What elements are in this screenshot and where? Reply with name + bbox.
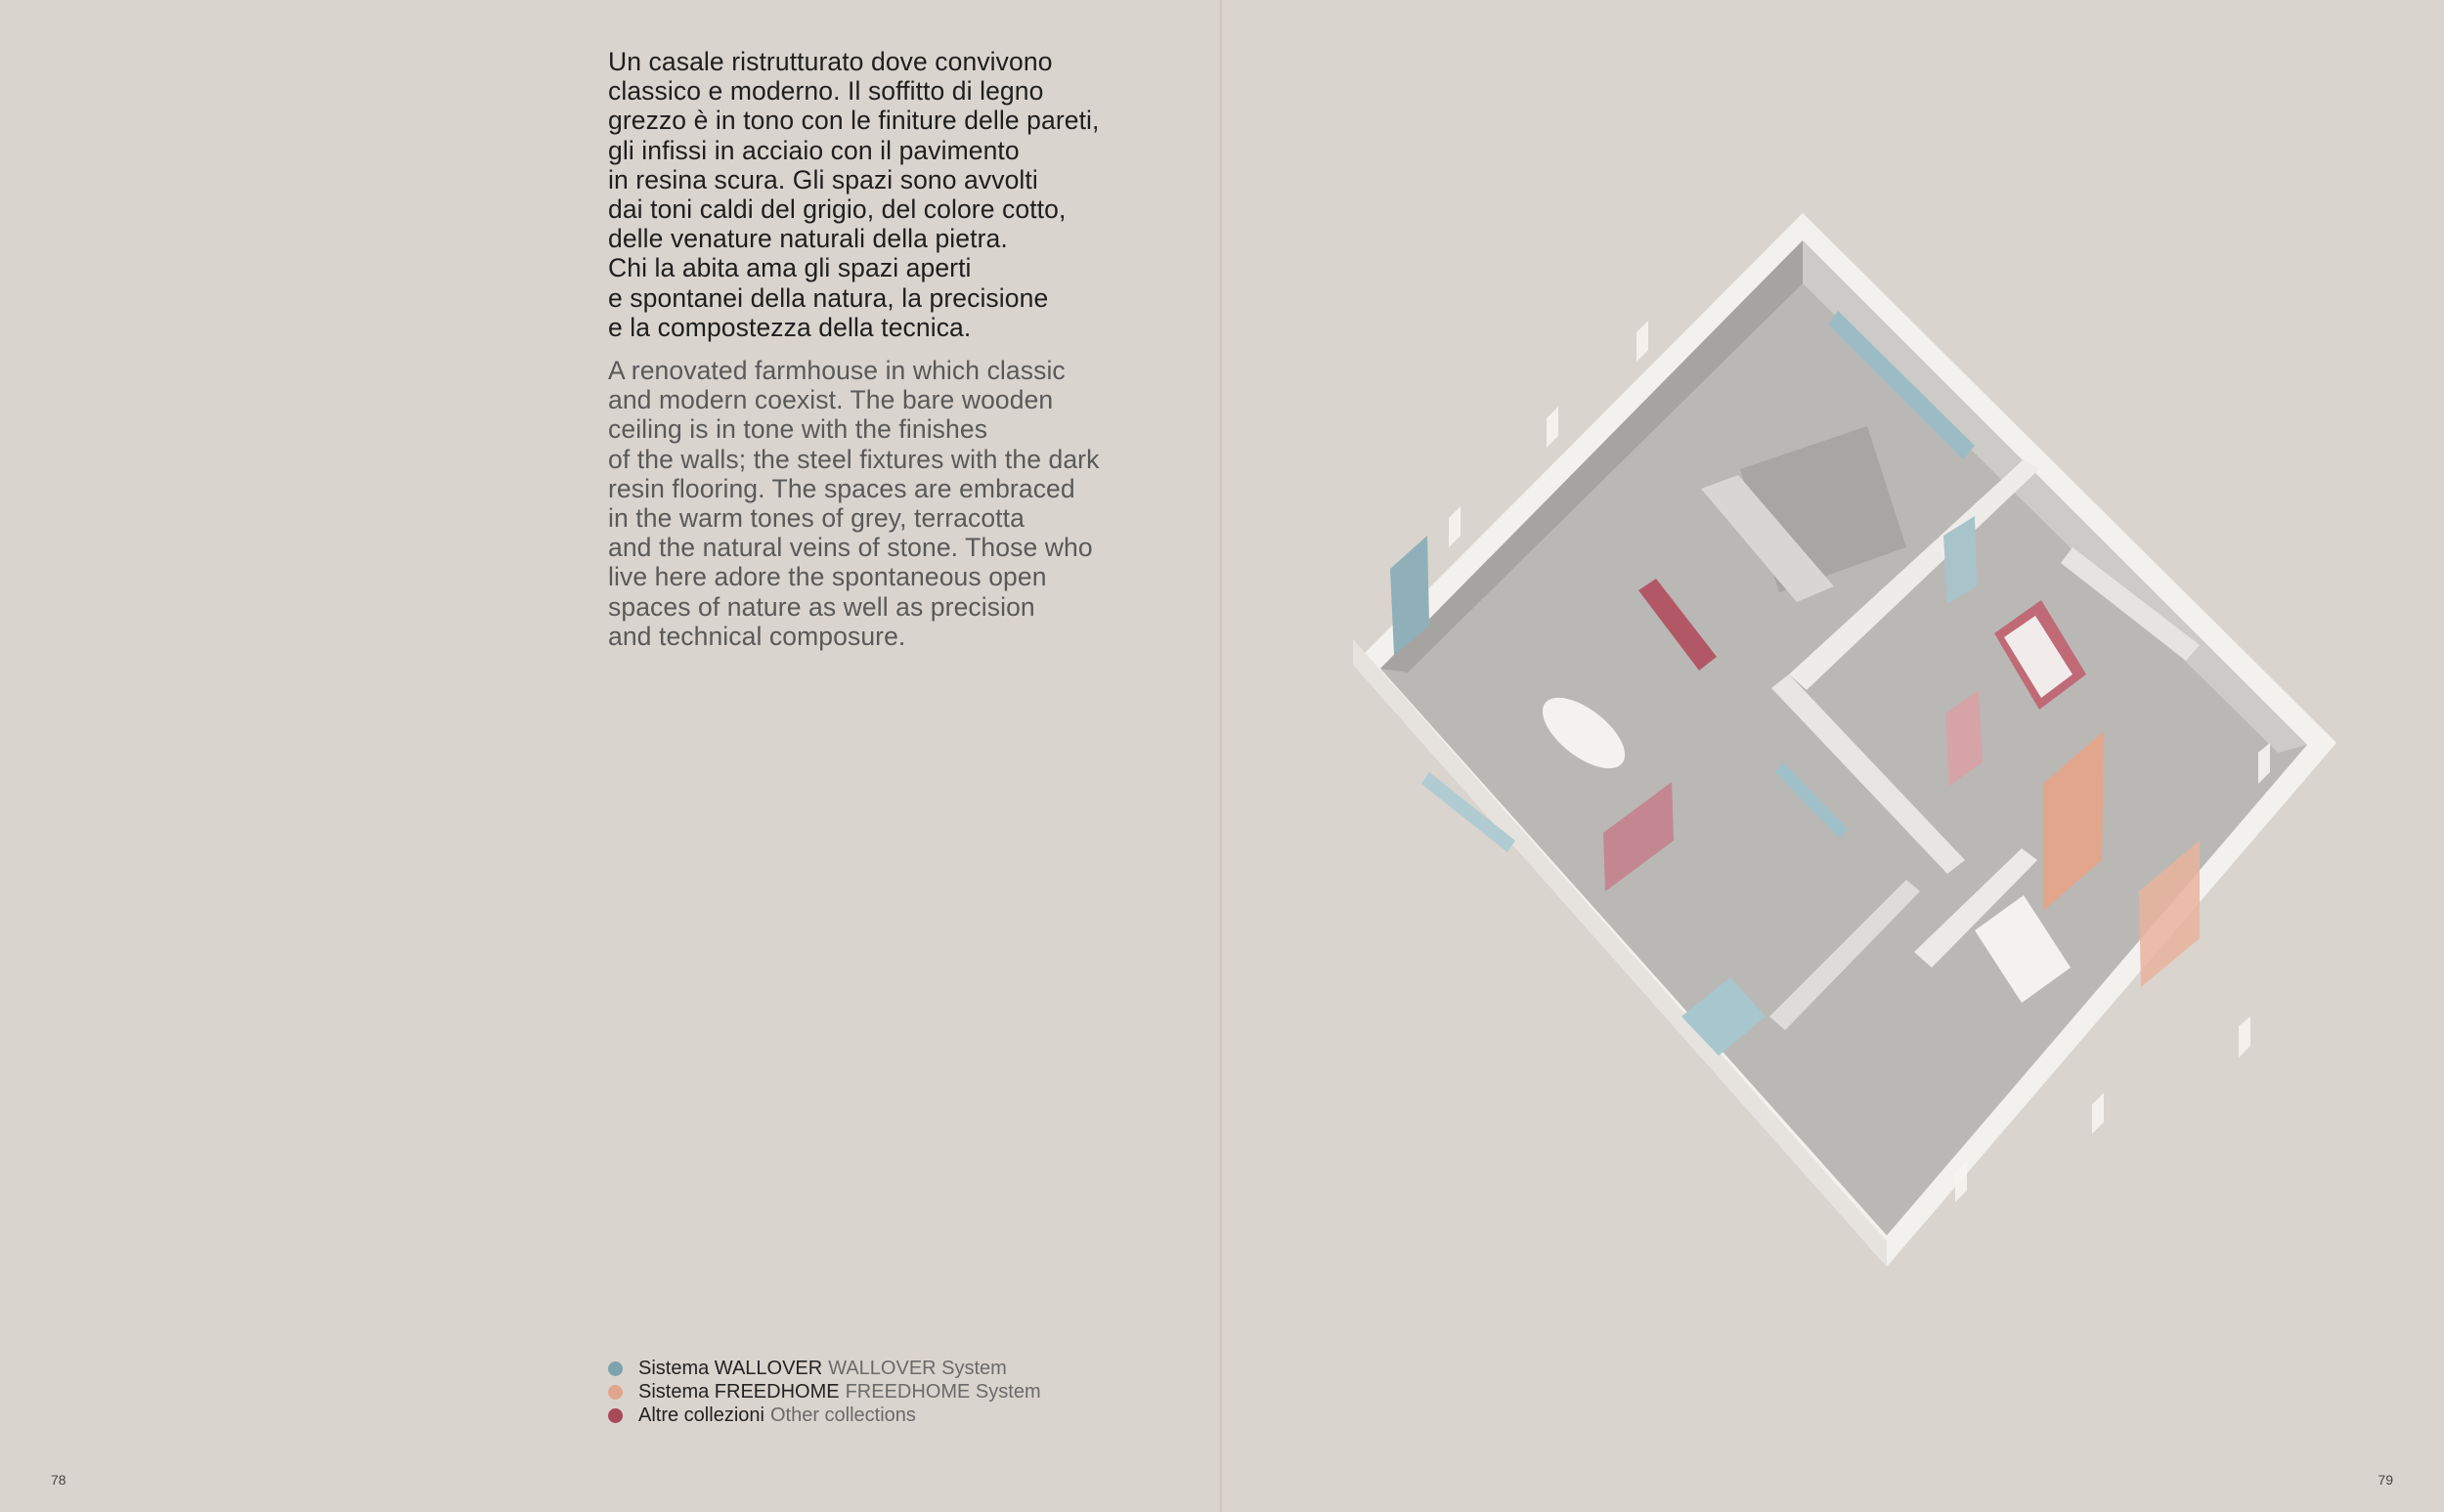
isometric-floor-plan-illustration [1222,0,2444,1512]
color-legend [608,1357,1041,1427]
italian-line: e la compostezza della tecnica. [608,312,972,342]
italian-line: Un casale ristrutturato dove convivono [608,47,1053,76]
page-number-right: 79 [2378,1472,2393,1488]
english-line: ceiling is in tone with the finishes [608,414,988,445]
italian-line: delle venature naturali della pietra. [608,224,1008,254]
legend-item-freedhome [608,1380,1041,1404]
english-line: live here adore the spontaneous open [608,562,1047,592]
italian-line: Chi la abita ama gli spazi aperti [608,253,972,283]
page-number-left: 78 [51,1472,66,1488]
italian-line: dai toni caldi del grigio, del colore cotto, [608,194,1067,225]
english-line: in the warm tones of grey, terracotta [608,503,1025,534]
right-page [1222,0,2444,1512]
italian-line: classico e moderno. Il soffitto di legno [608,76,1044,107]
italian-line: e spontanei della natura, la precisione [608,282,1049,313]
other-dot-icon [608,1408,623,1423]
english-line: resin flooring. The spaces are embraced [608,473,1075,503]
legend-label-it: Altre collezioni [638,1404,764,1426]
legend-label-en: WALLOVER System [828,1358,1007,1379]
legend-label-it: Sistema WALLOVER [638,1358,823,1379]
legend-label-en: FREEDHOME System [845,1381,1041,1403]
freedhome-dot-icon [608,1385,623,1400]
legend-label-it: Sistema FREEDHOME [638,1381,840,1403]
wallover-dot-icon [608,1361,623,1376]
legend-item-wallover [608,1357,1041,1380]
english-line: spaces of nature as well as precision [608,591,1035,622]
italian-description [608,47,1156,342]
legend-label-en: Other collections [769,1404,916,1426]
english-line: and technical composure. [608,621,906,651]
italian-line: grezzo è in tono con le finiture delle pareti, [608,106,1100,136]
legend-item-other [608,1404,1041,1427]
left-page [0,0,1221,1512]
english-line: and modern coexist. The bare wooden [608,385,1054,415]
italian-line: in resina scura. Gli spazi sono avvolti [608,164,1038,194]
english-line: and the natural veins of stone. Those who [608,533,1093,563]
italian-line: gli infissi in acciaio con il pavimento [608,135,1020,165]
english-line: of the walls; the steel fixtures with the dark [608,444,1100,474]
english-line: A renovated farmhouse in which classic [608,356,1066,385]
english-description [608,356,1156,651]
